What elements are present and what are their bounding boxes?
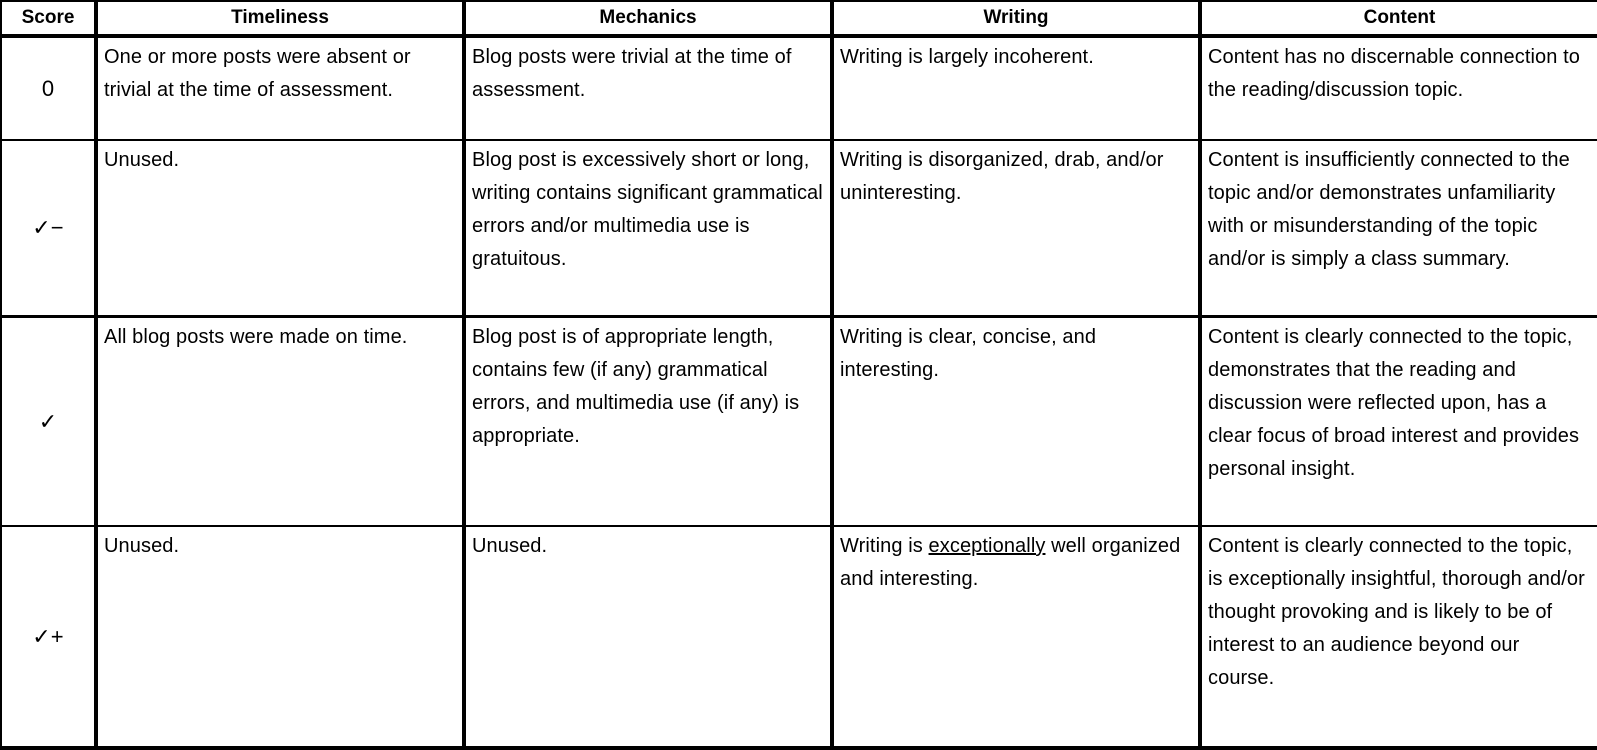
mechanics-cell: Blog posts were trivial at the time of assessment. xyxy=(464,36,832,140)
table-row xyxy=(1,140,1597,316)
writing-cell: Writing is clear, concise, and interesting. xyxy=(832,316,1200,526)
writing-cell: Writing is disorganized, drab, and/or uninteresting. xyxy=(832,140,1200,316)
content-cell: Content has no discernable connection to the reading/discussion topic. xyxy=(1200,36,1597,140)
writing-text-suffix: well organized and interesting. xyxy=(840,535,1181,590)
table-row xyxy=(1,36,1597,140)
header-timeliness: Timeliness xyxy=(96,1,464,36)
header-content: Content xyxy=(1200,1,1597,36)
timeliness-cell: One or more posts were absent or trivial at the time of assessment. xyxy=(96,36,464,140)
content-cell: Content is insufficiently connected to the topic and/or demonstrates unfamiliarity with or misunderstanding of the topic and/or is simply a class summary. xyxy=(1200,140,1597,316)
timeliness-cell: Unused. xyxy=(96,140,464,316)
rubric-body xyxy=(1,36,1597,748)
score-cell: 0 xyxy=(1,36,96,140)
score-cell: ✓− xyxy=(1,140,96,316)
writing-cell: Writing is largely incoherent. xyxy=(832,36,1200,140)
header-row xyxy=(1,1,1597,36)
writing-cell xyxy=(832,526,1200,748)
content-cell: Content is clearly connected to the topic, demonstrates that the reading and discussion were reflected upon, has a clear focus of broad interest and provides personal insight. xyxy=(1200,316,1597,526)
score-cell: ✓+ xyxy=(1,526,96,748)
content-cell: Content is clearly connected to the topic, is exceptionally insightful, thorough and/or thought provoking and is likely to be of interest to an audience beyond our course. xyxy=(1200,526,1597,748)
timeliness-cell: All blog posts were made on time. xyxy=(96,316,464,526)
header-mechanics: Mechanics xyxy=(464,1,832,36)
score-cell: ✓ xyxy=(1,316,96,526)
header-writing: Writing xyxy=(832,1,1200,36)
table-row xyxy=(1,316,1597,526)
mechanics-cell: Blog post is excessively short or long, writing contains significant grammatical errors and/or multimedia use is gratuitous. xyxy=(464,140,832,316)
writing-text-prefix: Writing is xyxy=(840,535,929,557)
mechanics-cell: Blog post is of appropriate length, contains few (if any) grammatical errors, and multimedia use (if any) is appropriate. xyxy=(464,316,832,526)
writing-emphasis: exceptionally xyxy=(928,535,1046,557)
timeliness-cell: Unused. xyxy=(96,526,464,748)
mechanics-cell: Unused. xyxy=(464,526,832,748)
rubric-header xyxy=(1,1,1597,36)
table-row xyxy=(1,526,1597,748)
header-score: Score xyxy=(1,1,96,36)
